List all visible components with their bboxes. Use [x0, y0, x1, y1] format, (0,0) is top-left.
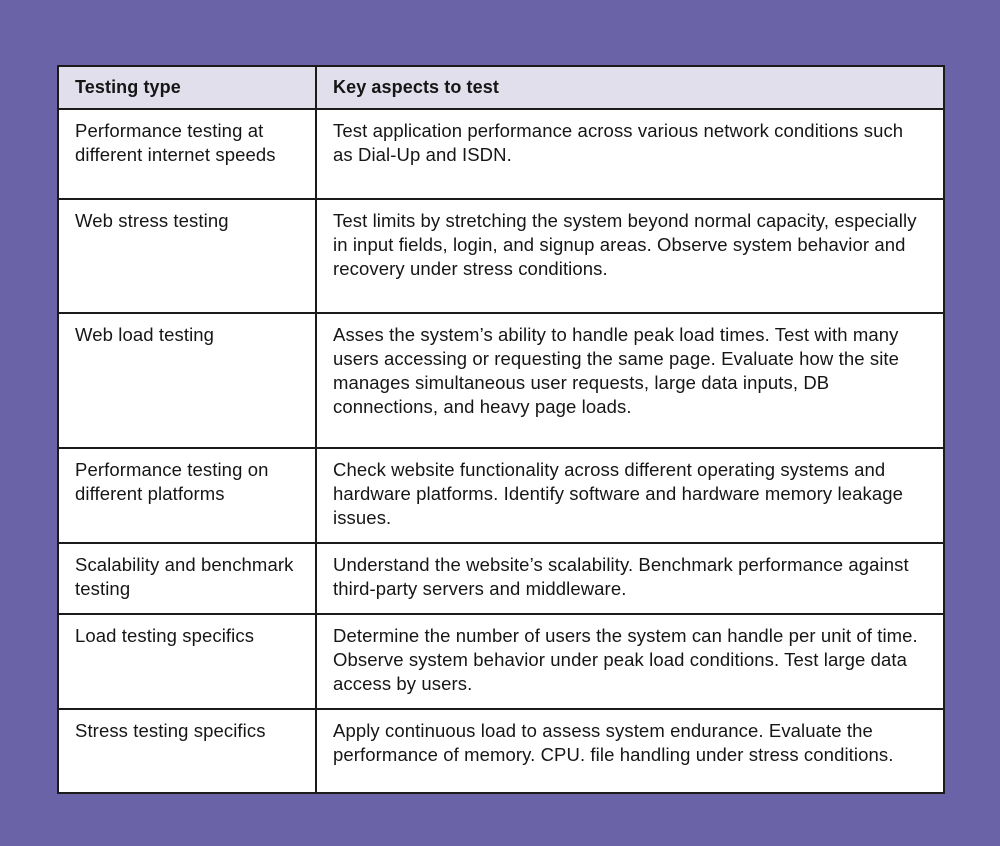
- header-cell-key-aspects: Key aspects to test: [316, 66, 944, 109]
- table-row: [58, 109, 944, 199]
- table-row: [58, 313, 944, 448]
- table-row: [58, 448, 944, 543]
- key-aspects-cell: Determine the number of users the system can handle per unit of time. Observe system behavior under peak load conditions. Test large data access by users.: [316, 614, 944, 709]
- table-row: [58, 543, 944, 614]
- table-body: [58, 109, 944, 793]
- table-row: [58, 614, 944, 709]
- key-aspects-cell: Test limits by stretching the system beyond normal capacity, especially in input fields, login, and signup areas. Observe system behavior and recovery under stress conditions.: [316, 199, 944, 313]
- table-header-row: [58, 66, 944, 109]
- testing-type-cell: Performance testing at different internet speeds: [58, 109, 316, 199]
- key-aspects-cell: Apply continuous load to assess system endurance. Evaluate the performance of memory. CPU. file handling under stress conditions.: [316, 709, 944, 793]
- testing-types-table: [57, 65, 945, 794]
- testing-type-cell: Web stress testing: [58, 199, 316, 313]
- key-aspects-cell: Test application performance across various network conditions such as Dial-Up and ISDN.: [316, 109, 944, 199]
- key-aspects-cell: Understand the website’s scalability. Benchmark performance against third-party servers and middleware.: [316, 543, 944, 614]
- testing-type-cell: Load testing specifics: [58, 614, 316, 709]
- table-row: [58, 199, 944, 313]
- header-cell-testing-type: Testing type: [58, 66, 316, 109]
- testing-type-cell: Web load testing: [58, 313, 316, 448]
- key-aspects-cell: Check website functionality across different operating systems and hardware platforms. Identify software and hardware memory leakage issues.: [316, 448, 944, 543]
- key-aspects-cell: Asses the system’s ability to handle peak load times. Test with many users accessing or requesting the same page. Evaluate how the site manages simultaneous user requests, large data inputs, DB connections, and heavy page loads.: [316, 313, 944, 448]
- table-row: [58, 709, 944, 793]
- testing-type-cell: Stress testing specifics: [58, 709, 316, 793]
- testing-type-cell: Performance testing on different platforms: [58, 448, 316, 543]
- testing-type-cell: Scalability and benchmark testing: [58, 543, 316, 614]
- testing-table-container: [57, 65, 943, 794]
